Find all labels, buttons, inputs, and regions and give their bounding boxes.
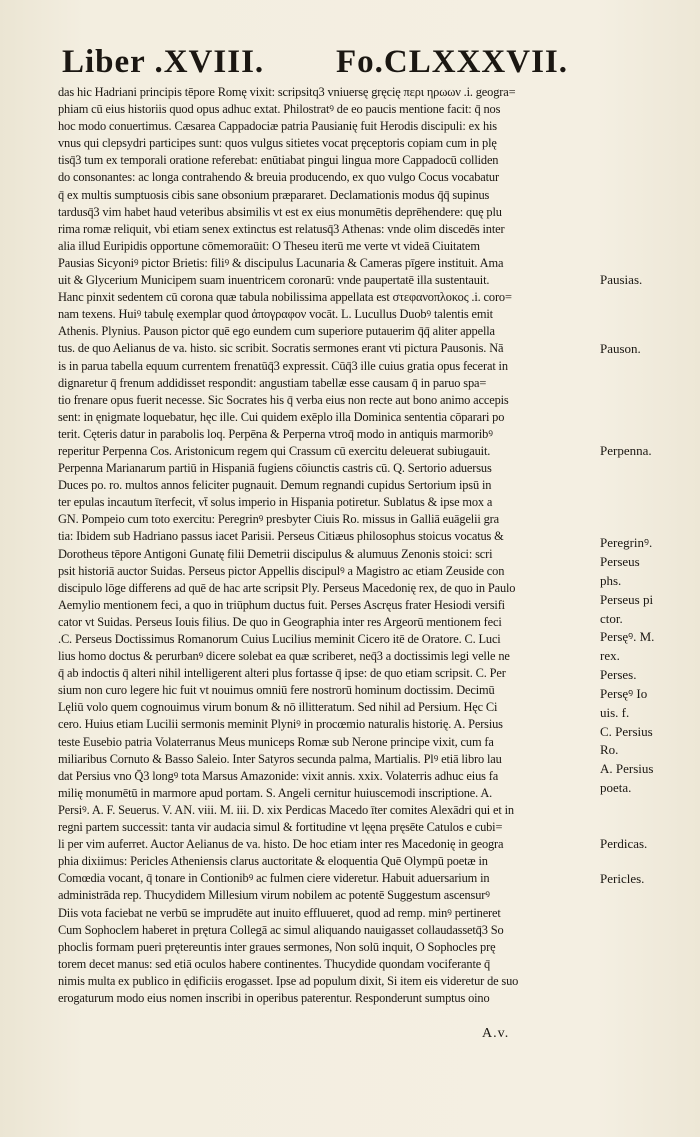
text-line: q̄ ex multis sumptuosis cibis sane obsonium præpararet. Declamationis modus q̄q̄ supinus: [58, 187, 490, 202]
text-line: phiam cū eius historiis quod opus adhuc extat. Philostratꝰ de eo paucis mentione facit: q̄ nos: [58, 102, 501, 117]
margin-note: Ro.: [600, 742, 619, 758]
text-line: is in parua tabella equum currentem frenatūq̄3 expressit. Cūq̄3 ille cuius gratia opus fecerat in: [58, 358, 508, 373]
text-line: terit. Cęteris datur in parabolis loq. Perpēna & Perperna vtroq̄ modo in antiquis marmoribꝰ: [58, 426, 493, 441]
signature-mark: A.v.: [482, 1026, 510, 1041]
running-head-folio: Fo.CLXXXVII.: [336, 44, 569, 80]
text-line: Cum Sophoclem haberet in prętura Collegā ac simul aliquando nauigasset collaudassetq̄3 So: [58, 922, 504, 937]
text-line: phia dixiimus: Pericles Atheniensis clarus auctoritate & eloquentia Quē Olympū poetæ in: [58, 854, 488, 869]
text-line: q̄ ab indoctis q̄ alteri nihil intelligerent alteri plus fortasse q̄ ipse: de quo etiam scripsit. C. Per: [58, 666, 506, 681]
margin-note: Peregrinꝰ.: [600, 535, 653, 551]
text-line: tio frenare opus fuerit necesse. Sic Socrates his q̄ verba eius non recte aut bono animo accepis: [58, 392, 509, 407]
text-line: discipulo lōge differens ad quē de hac arte scripsit Ply. Perseus Macedonię rex, de quo in Paulo: [58, 580, 516, 595]
margin-note: A. Persius: [600, 761, 654, 777]
text-line: tia: Ibidem sub Hadriano passus iacet Parisii. Perseus Citiæus philosophus stoicus vocatus &: [58, 529, 504, 544]
text-line: tardusq̄3 vim habet haud veteribus absimilis vt est ex eius monumētis deprēhendere: quę plu: [58, 204, 502, 219]
text-line: GN. Pompeio cum toto exercitu: Peregrinꝰ presbyter Ciuis Ro. missus in Galliā euāgelii gra: [58, 512, 499, 527]
text-line: tisq̄3 tum ex temporali oratione referebat: enūtiabat pingui lingua more Cappadocū colliden: [58, 153, 499, 168]
margin-note: rex.: [600, 648, 620, 664]
text-line: li per vim auferret. Auctor Aelianus de va. histo. De hoc etiam inter res Macedonię in geogra: [58, 837, 504, 852]
text-line: milię monumētū in marmore apud portam. S. Angeli cernitur huiuscemodi inscriptione. A.: [58, 785, 493, 800]
margin-note: Perpenna.: [600, 443, 652, 459]
text-line: sent: in ęnigmate loquebatur, hęc ille. Cui quidem exēplo illa Dominica sententia cōparari po: [58, 409, 505, 424]
text-line: dat Persius vno Q̄3 longꝰ tota Marsus Amazonide: vixit annis. xxix. Volaterris adhuc eius fa: [58, 768, 499, 783]
text-line: reperitur Perpenna Cos. Aristonicum regem qui Crassum cū exercitu deleuerat subiugauit.: [58, 443, 491, 458]
text-line: .C. Perseus Doctissimus Romanorum Cuius Lucilius meminit Cicero itē de Oratore. C. Luci: [58, 632, 501, 646]
text-line: Perpenna Marianarum partiū in Hispaniā fugiens cōiunctis castris cū. Q. Sertorio aduersus: [58, 461, 492, 476]
margin-note: Perdicas.: [600, 836, 648, 852]
text-line: Hanc pinxit sedentem cū corona quæ tabula nobilissima appellata est στεφανοπλοκος .i. coro=: [58, 290, 512, 305]
text-line: erogaturum modo eius nomen inscribi in operibus paterentur. Responderunt sumptus oino: [58, 990, 490, 1005]
text-line: Comœdia vocant, q̄ tonare in Contionibꝰ ac fulmen ciere videretur. Habuit aduersarium in: [58, 871, 490, 886]
text-line: das hic Hadriani principis tēpore Romę vixit: scripsitq3 vniuersę gręcię περι ηρωων .i. geogra=: [58, 85, 516, 99]
body-text: [58, 84, 578, 1007]
text-line: uit & Glycerium Municipem suam inuentricem coronarū: vnde paupertatē illa sustentauit.: [58, 273, 490, 288]
text-line: nimis multa ex publico in ędificiis erogasset. Ipse ad populum dixit, Si item eis videretur de suo: [58, 973, 519, 988]
margin-note: Perses.: [600, 667, 637, 683]
margin-note: Persęꝰ. M.: [600, 629, 655, 645]
margin-note: C. Persius: [600, 723, 653, 739]
margin-note: phs.: [600, 573, 622, 589]
text-line: torem decet manus: sed etiā oculos habere continentes. Thucydide quondam vociferante q̄: [58, 956, 491, 971]
margin-note: Persęꝰ Io: [600, 685, 648, 701]
margin-note: Perseus: [600, 554, 640, 570]
text-line: Lęliū volo quem cognouimus virum bonum & nō illitteratum. Sed nihil ad Persium. Hęc Ci: [58, 700, 498, 715]
text-line: hoc modo conuertimus. Cæsarea Cappadociæ patria Pausianię fuit Herodis discipuli: ex his: [58, 119, 497, 134]
running-head-book: Liber .XVIII.: [62, 44, 265, 80]
text-line: Diis vota faciebat ne verbū se imprudēte aut inuito effluueret, quod ad remp. minꝰ pertineret: [58, 905, 501, 920]
text-line: dignaretur q̄ frenum addidisset respondit: angustiam tabellæ esse causam q̄ in paruo spa=: [58, 375, 487, 390]
margin-note: uis. f.: [600, 704, 630, 720]
text-line: rima romæ reliquit, vbi etiam senex extinctus est relatusq̄3 Athenas: vnde olim discedēs inter: [58, 221, 505, 236]
text-line: nam texens. Huiꝰ tabulę exemplar quod ἀπογραφον vocāt. L. Lucullus Duobꝰ talentis emit: [58, 307, 493, 322]
text-line: cero. Huius etiam Lucilii sermonis meminit Plyniꝰ in procœmio naturalis historię. A. Persius: [58, 717, 503, 732]
text-line: Pausias Sicyoniꝰ pictor Brietis: filiꝰ & discipulus Lacunaria & Cameras pīgere instituit. Ama: [58, 255, 504, 270]
text-line: teste Eusebio patria Volaterranus Meus municeps Romæ sub Nerone principe vixit, cum fa: [58, 734, 494, 749]
text-line: do consonantes: ac longa contrahendo & breuia producendo, ex quo vulgo Cocus vocabatur: [58, 170, 499, 185]
margin-note: Pauson.: [600, 340, 641, 356]
text-line: Duces po. ro. multos annos feliciter pugnauit. Demum regnandi cupidus Sertorium ipsū in: [58, 478, 492, 493]
margin-note: poeta.: [600, 779, 632, 795]
margin-note: ctor.: [600, 610, 623, 626]
text-line: Athenis. Plynius. Pauson pictor quē ego eundem cum superiore putauerim q̄q̄ aliter appella: [58, 324, 495, 339]
text-line: Dorotheus tēpore Antigoni Gunatę filii Demetrii discipulus & alumuus Zenonis stoici: scri: [58, 546, 493, 561]
text-line: vnus qui clepsydri participes sunt: quos vulgus sitietes vocat pręceptoris copiam cum in plę: [58, 136, 497, 151]
text-line: lius homo doctus & perurbanꝰ dicere solebat ea quæ scriberet, neq̄3 a doctissimis legi velle ne: [58, 649, 510, 664]
text-line: Persiꝰ. A. F. Seuerus. V. AN. viii. M. iii. D. xix Perdicas Macedo īter comites Alexādri qui et in: [58, 802, 514, 817]
margin-note: Pericles.: [600, 870, 645, 886]
margin-note: Perseus pi: [600, 591, 654, 607]
text-line: psit historiā auctor Suidas. Perseus pictor Appellis discipulꝰ a Magistro ac etiam Zeuside con: [58, 563, 505, 578]
text-line: miliaribus Cornuto & Basso Saleio. Inter Satyros secunda palma, Martialis. Plꝰ etiā libro lau: [58, 751, 502, 766]
text-line: ter epulas incautum īterfecit, vt̄ solus imperio in Hispania potiretur. Sublatus & ipse mox a: [58, 495, 493, 510]
text-line: cator vt Suidas. Perseus Iouis filius. De quo in Geographia inter res Argeorū mentionem feci: [58, 614, 502, 629]
text-line: tus. de quo Aelianus de va. histo. sic scribit. Socratis sermones erant vti pictura Pausonis. Nā: [58, 341, 504, 356]
text-line: Aemylio mentionem feci, a quo in triūphum ductus fuit. Perses Ascręus frater Hesiodi versifi: [58, 597, 505, 612]
text-line: alia illud Euripidis opportune cōmemoraūit: O Theseu iterū me verte vt videā Ciuitatem: [58, 238, 480, 253]
text-line: regni partem successit: tanta vir audacia simul & fortitudine vt lęęna pręsēte Catulos e cubi=: [58, 820, 503, 835]
text-line: sium non curo legere hic fuit vt nouimus omniū fere nostrorū hominum doctissim. Decimū: [58, 683, 495, 698]
running-head: [62, 44, 602, 86]
text-line: phoclis formam pueri prętereuntis inter graues sermones, Non solū inquit, O Sophocles prę: [58, 939, 496, 954]
text-line: administrāda rep. Thucydidem Millesium virum nobilem ac potentē Suggestum ascensurꝰ: [58, 888, 490, 903]
margin-note: Pausias.: [600, 272, 643, 288]
